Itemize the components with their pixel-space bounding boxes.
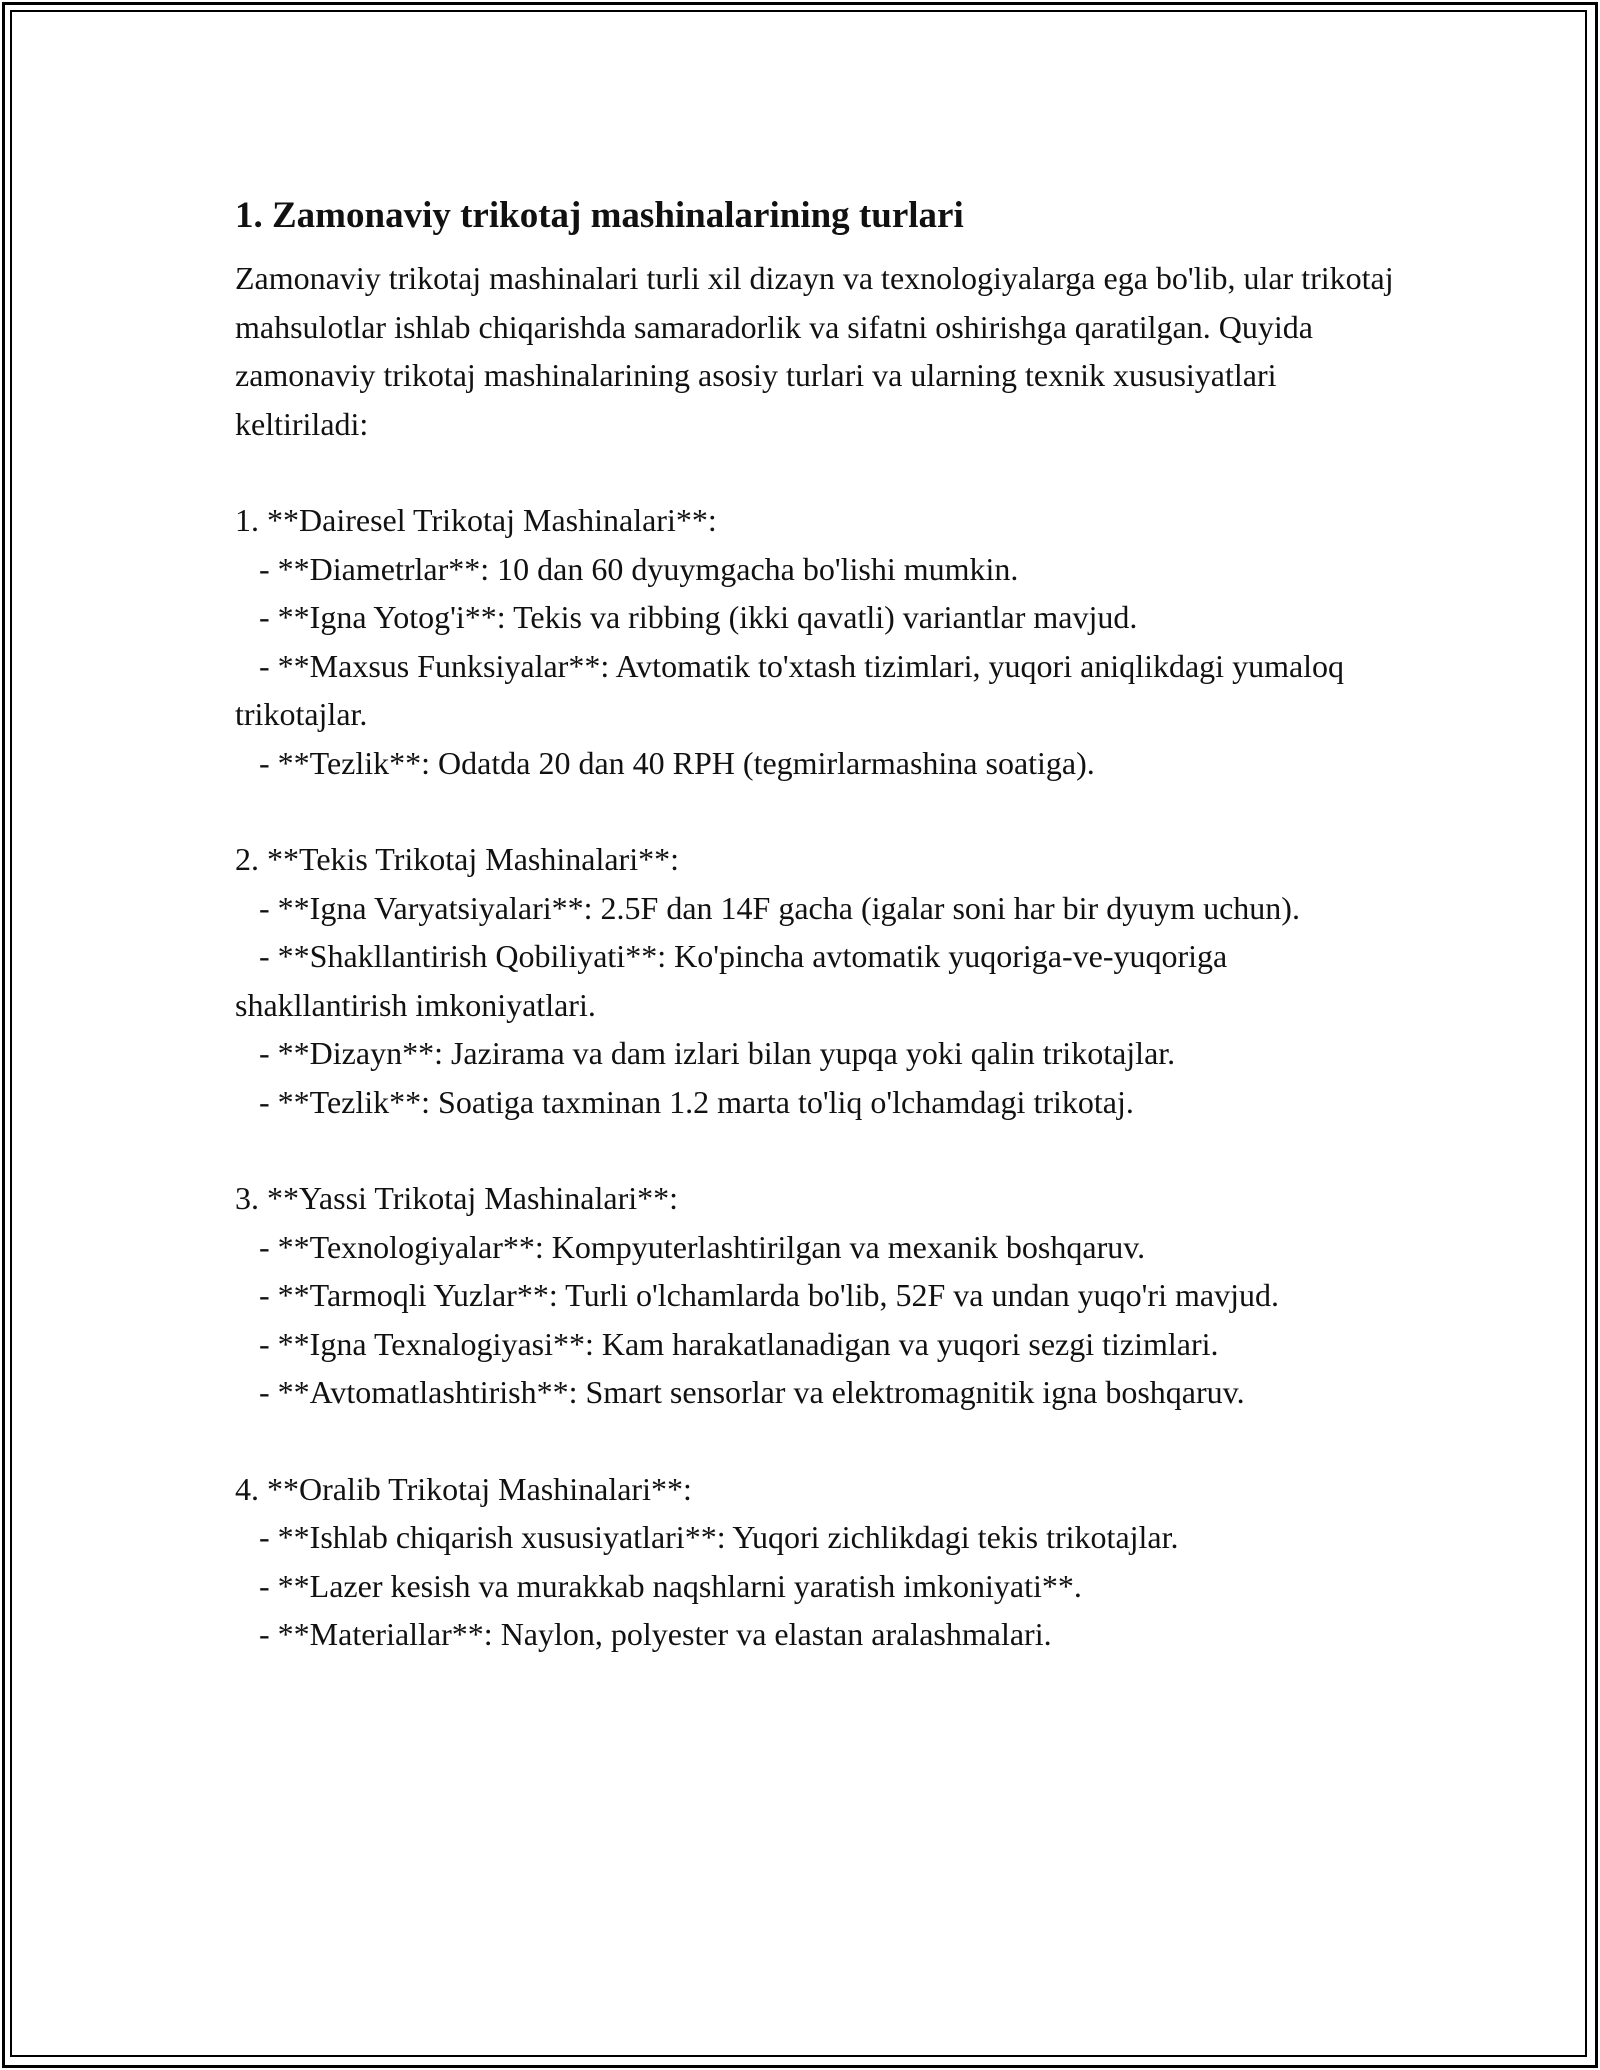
list-item: - **Materiallar**: Naylon, polyester va elastan aralashmalari. — [235, 1616, 1052, 1652]
section-oralib-machines — [235, 1465, 1395, 1659]
document-body — [235, 186, 1395, 1659]
list-item: - **Igna Texnalogiyasi**: Kam harakatlanadigan va yuqori sezgi tizimlari. — [235, 1325, 1219, 1362]
section-circular-machines — [235, 496, 1395, 787]
list-item: - **Shakllantirish Qobiliyati**: Ko'pincha avtomatik yuqoriga-ve-yuqoriga shakllantirish imkoniyatlari. — [235, 938, 1236, 1023]
list-item: - **Avtomatlashtirish**: Smart sensorlar va elektromagnitik igna boshqaruv. — [235, 1374, 1245, 1410]
list-item: - **Maxsus Funksiyalar**: Avtomatik to'xtash tizimlari, yuqori aniqlikdagi yumaloq trikotajlar. — [235, 647, 1353, 732]
intro-paragraph: Zamonaviy trikotaj mashinalari turli xil dizayn va texnologiyalarga ega bo'lib, ular trikotaj mahsulotlar ishlab chiqarishda samaradorlik va sifatni oshirishga qaratilgan. Quyida zamonaviy trikotaj mashinalarining asosiy turlari va ularning texnik xususiyatlari keltiriladi: — [235, 260, 1394, 442]
list-item: - **Igna Varyatsiyalari**: 2.5F dan 14F gacha (igalar soni har bir dyuym uchun). — [235, 889, 1300, 926]
section-heading: 2. **Tekis Trikotaj Mashinalari**: — [235, 841, 679, 877]
list-item: - **Tarmoqli Yuzlar**: Turli o'lchamlarda bo'lib, 52F va undan yuqo'ri mavjud. — [235, 1277, 1279, 1313]
list-item: - **Diametrlar**: 10 dan 60 dyuymgacha bo'lishi mumkin. — [235, 550, 1019, 587]
list-item: - **Dizayn**: Jazirama va dam izlari bilan yupqa yoki qalin trikotajlar. — [235, 1035, 1176, 1071]
document-title: 1. Zamonaviy trikotaj mashinalarining turlari — [235, 195, 964, 236]
section-heading: 4. **Oralib Trikotaj Mashinalari**: — [235, 1470, 692, 1507]
section-heading: 1. **Dairesel Trikotaj Mashinalari**: — [235, 502, 717, 538]
section-yassi-machines — [235, 1174, 1395, 1417]
list-item: - **Ishlab chiqarish xususiyatlari**: Yuqori zichlikdagi tekis trikotajlar. — [235, 1519, 1179, 1555]
list-item: - **Tezlik**: Odatda 20 dan 40 RPH (tegmirlarmashina soatiga). — [235, 744, 1095, 781]
list-item: - **Igna Yotog'i**: Tekis va ribbing (ikki qavatli) variantlar mavjud. — [235, 599, 1138, 635]
section-heading: 3. **Yassi Trikotaj Mashinalari**: — [235, 1180, 679, 1216]
list-item: - **Lazer kesish va murakkab naqshlarni yaratish imkoniyati**. — [235, 1567, 1082, 1604]
section-flat-machines — [235, 835, 1395, 1126]
list-item: - **Texnologiyalar**: Kompyuterlashtirilgan va mexanik boshqaruv. — [235, 1228, 1146, 1265]
list-item: - **Tezlik**: Soatiga taxminan 1.2 marta to'liq o'lchamdagi trikotaj. — [235, 1083, 1134, 1120]
